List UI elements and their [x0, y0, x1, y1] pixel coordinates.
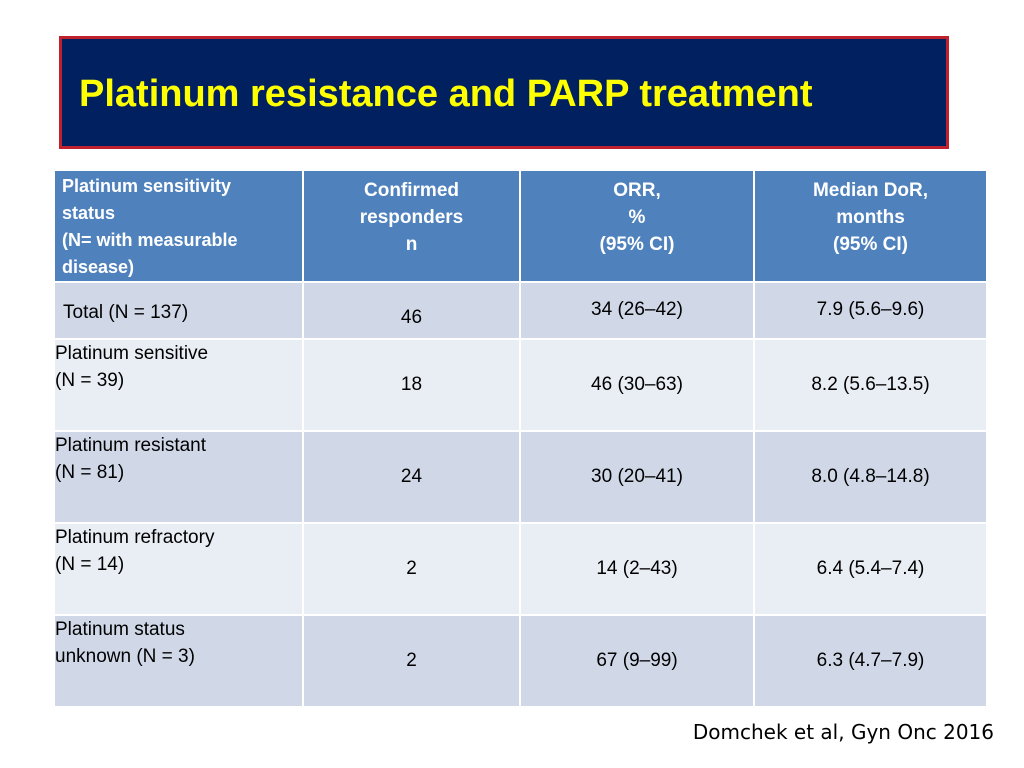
cell-dor: 8.0 (4.8–14.8): [754, 431, 987, 523]
cell-orr: 14 (2–43): [520, 523, 754, 615]
row-label-line: (N = 14): [55, 554, 125, 575]
cell-dor: 6.3 (4.7–7.9): [754, 615, 987, 707]
header-orr: [520, 170, 754, 282]
slide-title: Platinum resistance and PARP treatment: [79, 73, 813, 115]
row-label: [54, 431, 303, 523]
cell-dor: 7.9 (5.6–9.6): [754, 282, 987, 339]
row-label-line: unknown (N = 3): [55, 646, 195, 667]
header-platinum-status: [54, 170, 303, 282]
cell-responders: 18: [303, 339, 520, 431]
header-line: ORR,: [613, 180, 661, 201]
header-line: Median DoR,: [812, 180, 929, 201]
table-row-platinum-sensitive: [54, 339, 987, 431]
table-row-total: [54, 282, 987, 339]
header-line: responders: [359, 207, 464, 228]
cell-responders: 24: [303, 431, 520, 523]
header-line: disease): [62, 257, 135, 277]
table-header-row: [54, 170, 987, 282]
row-label-line: Platinum resistant: [55, 435, 207, 456]
row-label-line: Platinum status: [55, 619, 185, 640]
cell-orr: 34 (26–42): [520, 282, 754, 339]
row-label-line: Platinum sensitive: [55, 343, 209, 364]
cell-dor: 6.4 (5.4–7.4): [754, 523, 987, 615]
cell-dor: 8.2 (5.6–13.5): [754, 339, 987, 431]
header-line: (N= with measurable: [62, 230, 238, 250]
cell-orr: 30 (20–41): [520, 431, 754, 523]
row-label: [54, 615, 303, 707]
cell-orr: 67 (9–99): [520, 615, 754, 707]
row-label-line: (N = 39): [55, 370, 125, 391]
cell-responders: 46: [303, 282, 520, 339]
header-line: status: [62, 203, 116, 223]
header-line: n: [405, 234, 418, 255]
cell-responders: 2: [303, 523, 520, 615]
row-label: [54, 523, 303, 615]
row-label-line: Total (N = 137): [63, 302, 189, 323]
header-line: (95% CI): [833, 234, 908, 255]
row-label: [54, 339, 303, 431]
cell-orr: 46 (30–63): [520, 339, 754, 431]
header-line: Confirmed: [364, 180, 459, 201]
header-line: %: [628, 207, 646, 228]
header-confirmed-responders: [303, 170, 520, 282]
table-row-platinum-unknown: [54, 615, 987, 707]
table-row-platinum-refractory: [54, 523, 987, 615]
title-banner: [59, 36, 949, 149]
row-label-line: (N = 81): [55, 462, 125, 483]
header-line: Platinum sensitivity: [62, 176, 232, 196]
results-table: [53, 169, 988, 708]
row-label-line: Platinum refractory: [55, 527, 215, 548]
header-line: (95% CI): [599, 234, 675, 255]
table-row-platinum-resistant: [54, 431, 987, 523]
citation: Domchek et al, Gyn Onc 2016: [692, 720, 994, 744]
cell-responders: 2: [303, 615, 520, 707]
header-median-dor: [754, 170, 987, 282]
header-line: months: [836, 207, 905, 228]
row-label: [54, 282, 303, 339]
